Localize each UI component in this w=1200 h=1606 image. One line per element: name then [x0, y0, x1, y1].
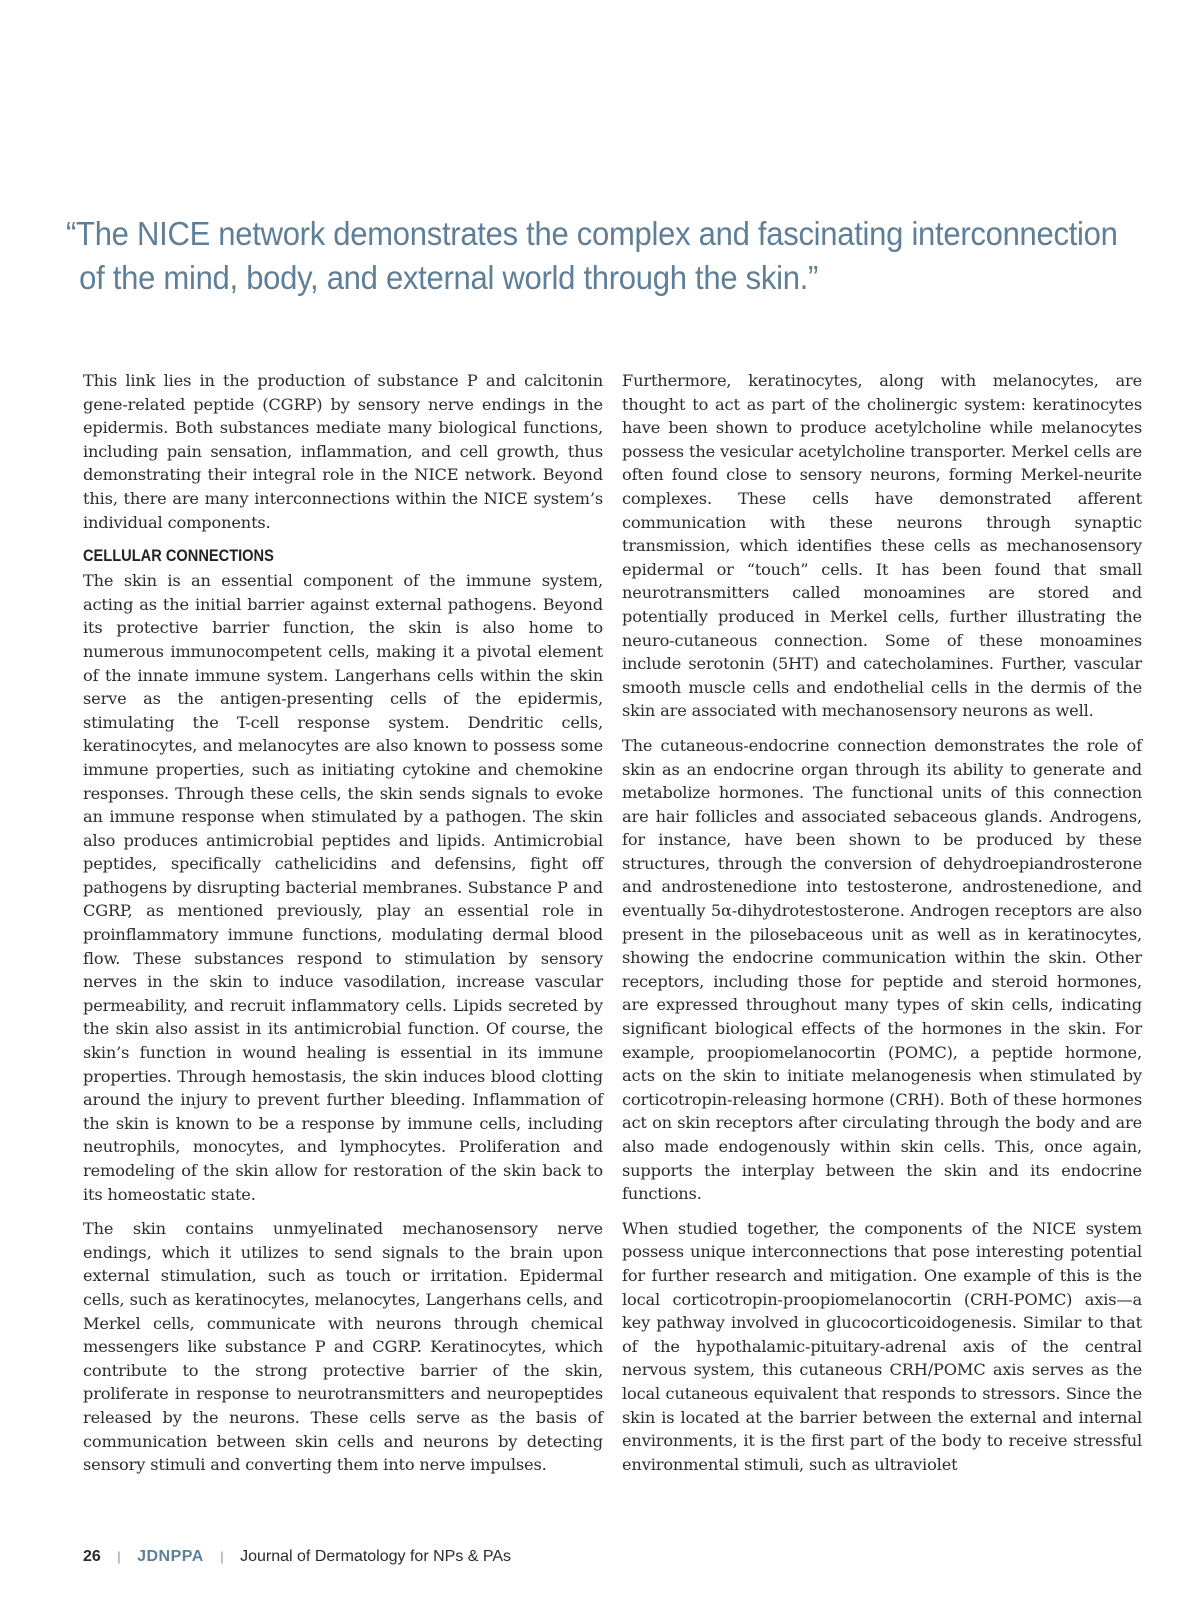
body-paragraph: This link lies in the production of substance P and calcitonin gene-related peptide (CGRP) by sensory nerve endings in the epidermis. Both substances mediate many biological functions, including pain sensation, inflammation, and cell growth, thus demonstrating their integral role in the NICE network. Beyond this, there are many interconnections within the NICE system’s individual components. [83, 371, 603, 532]
left-column [83, 369, 603, 1488]
journal-name: Journal of Dermatology for NPs & PAs [240, 1548, 512, 1565]
page-number: 26 [83, 1548, 101, 1565]
pull-quote [66, 212, 1118, 300]
pull-quote-line-1: “The NICE network demonstrates the complex and fascinating interconnection [66, 215, 1118, 252]
footer-separator: | [220, 1549, 224, 1564]
body-paragraph: The skin contains unmyelinated mechanosensory nerve endings, which it utilizes to send signals to the brain upon external stimulation, such as touch or irritation. Epidermal cells, such as keratinocytes, melanocytes, Langerhans cells, and Merkel cells, communicate with neurons through chemical messengers like substance P and CGRP. Keratinocytes, which contribute to the strong protective barrier of the skin, proliferate in response to neurotransmitters and neuropeptides released by the neurons. These cells serve as the basis of communication between skin cells and neurons by detecting sensory stimuli and converting them into nerve impulses. [83, 1219, 603, 1475]
body-paragraph: The cutaneous-endocrine connection demonstrates the role of skin as an endocrine organ through its ability to generate and metabolize hormones. The functional units of this connection are hair follicles and associated sebaceous glands. Androgens, for instance, have been shown to be produced by these structures, through the conversion of dehydroepiandrosterone and androstenedione into testosterone, androstenedione, and eventually 5α-dihydrotestosterone. Androgen receptors are also present in the pilosebaceous unit as well as in keratinocytes, showing the endocrine communication within the skin. Other receptors, including those for peptide and steroid hormones, are expressed throughout many types of skin cells, indicating significant biological effects of the hormones in the skin. For example, proopiomelanocortin (POMC), a peptide hormone, acts on the skin to initiate melanogenesis when stimulated by corticotropin-releasing hormone (CRH). Both of these hormones act on skin receptors after circulating through the body and are also made endogenously within skin cells. This, once again, supports the interplay between the skin and its endocrine functions. [622, 735, 1142, 1204]
right-column [622, 369, 1142, 1487]
footer-separator: | [117, 1549, 121, 1564]
pull-quote-line-2: of the mind, body, and external world through the skin.” [79, 259, 819, 296]
body-paragraph: The skin is an essential component of the immune system, acting as the initial barrier against external pathogens. Beyond its protective barrier function, the skin is also home to numerous immunocompetent cells, making it a pivotal element of the innate immune system. Langerhans cells within the skin serve as the antigen-presenting cells of the epidermis, stimulating the T-cell response system. Dendritic cells, keratinocytes, and melanocytes are also known to possess some immune properties, such as initiating cytokine and chemokine responses. Through these cells, the skin sends signals to evoke an immune response when stimulated by a pathogen. The skin also produces antimicrobial peptides and lipids. Antimicrobial peptides, specifically cathelicidins and defensins, fight off pathogens by disrupting bacterial membranes. Substance P and CGRP, as mentioned previously, play an essential role in proinflammatory immune functions, modulating dermal blood flow. These substances respond to stimulation by sensory nerves in the skin to induce vasodilation, increase vascular permeability, and recruit inflammatory cells. Lipids secreted by the skin also assist in its antimicrobial function. Of course, the skin’s function in wound healing is essential in its immune properties. Through hemostasis, the skin induces blood clotting around the injury to prevent further bleeding. Inflammation of the skin is known to be a response by immune cells, including neutrophils, monocytes, and lymphocytes. Proliferation and remodeling of the skin allow for restoration of the skin back to its homeostatic state. [83, 571, 603, 1204]
page-footer [83, 1547, 511, 1567]
body-paragraph: Furthermore, keratinocytes, along with melanocytes, are thought to act as part of the cholinergic system: keratinocytes have been shown to produce acetylcholine while melanocytes possess the vesicular acetylcholine transporter. Merkel cells are often found close to sensory neurons, forming Merkel-neurite complexes. These cells have demonstrated afferent communication with these neurons through synaptic transmission, which identifies these cells as mechanosensory epidermal or “touch” cells. It has been found that small neurotransmitters called monoamines are stored and potentially produced in Merkel cells, further illustrating the neuro-cutaneous connection. Some of these monoamines include serotonin (5HT) and catecholamines. Further, vascular smooth muscle cells and endothelial cells in the dermis of the skin are associated with mechanosensory neurons as well. [622, 371, 1142, 721]
journal-abbreviation: JDNPPA [137, 1548, 204, 1565]
section-heading-cellular-connections: CELLULAR CONNECTIONS [83, 546, 274, 566]
body-paragraph: When studied together, the components of the NICE system possess unique interconnections that pose interesting potential for further research and mitigation. One example of this is the local corticotropin-proopiomelanocortin (CRH-POMC) axis—a key pathway involved in glucocorticoidogenesis. Similar to that of the hypothalamic-pituitary-adrenal axis of the central nervous system, this cutaneous CRH/POMC axis serves as the local cutaneous equivalent that responds to stressors. Since the skin is located at the barrier between the external and internal environments, it is the first part of the body to receive stressful environmental stimuli, such as ultraviolet [622, 1218, 1142, 1474]
